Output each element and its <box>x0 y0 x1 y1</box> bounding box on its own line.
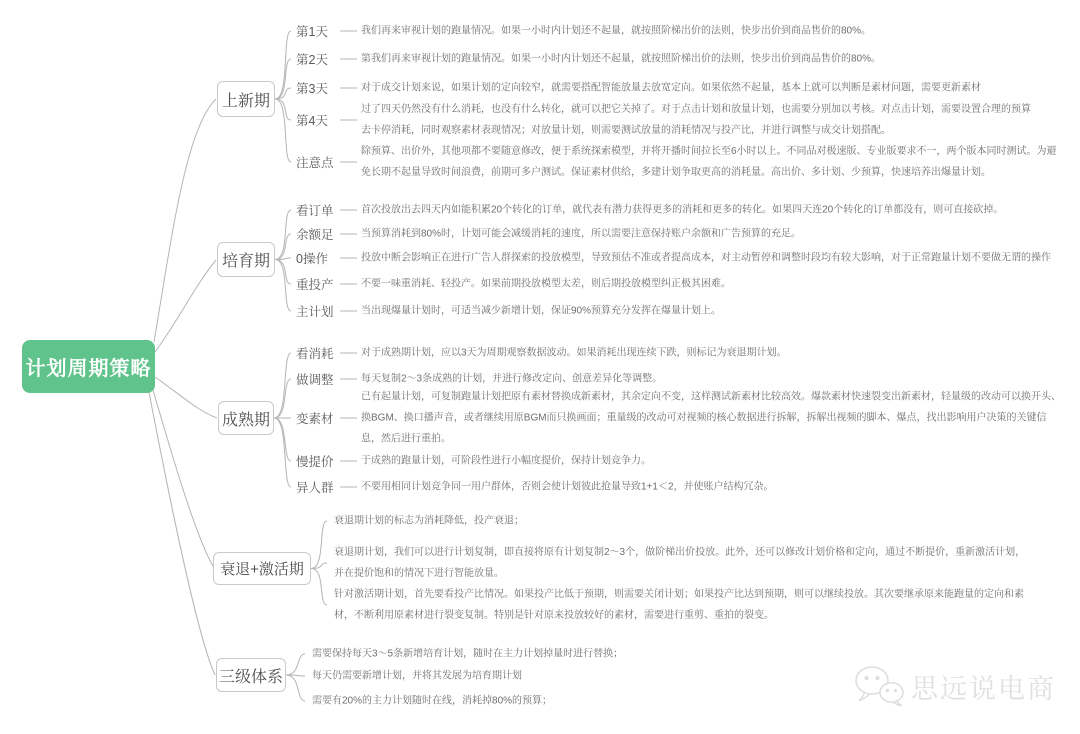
root-branch-connector <box>149 392 215 675</box>
child-label-2-4: 异人群 <box>296 481 334 495</box>
branch-node-3[interactable]: 衰退+激活期 <box>213 552 311 585</box>
branch-node-1[interactable]: 培育期 <box>217 242 275 277</box>
child-text-3-1: 衰退期计划，我们可以进行计划复制，即直接将原有计划复制2～3个，做阶梯出价投放。此外，还可以修改计划价格和定向，通过不断提价，重新激活计划，并在提价饱和的情况下进行智能放量。 <box>334 547 1026 579</box>
wechat-icon <box>853 664 905 708</box>
child-text-4-1: 每天仍需要新增计划，并将其发展为培育期计划 <box>312 670 522 682</box>
root-branch-connector <box>155 260 216 352</box>
child-text-0-0: 我们再来审视计划的跑量情况。如果一小时内计划还不起量，就按照阶梯出价的法则，快步出价到商品售价的80%。 <box>361 25 872 37</box>
child-text-2-2: 已有起量计划，可复制跑量计划把原有素材替换成新素材，其余定向不变，这样测试新素材比较高效。爆款素材快速裂变出新素材，轻量级的改动可以换开头、换BGM、换口播声音，或者继续用原BGM而只换画面；重量级的改动可对视频的核心数据进行拆解，拆解出视频的脚本、爆点，找出影响用户决策的关键信息，然后进行重拍。 <box>361 391 1061 445</box>
branch-child-connector <box>275 234 291 260</box>
child-label-2-3: 慢提价 <box>296 455 334 469</box>
child-label-2-2: 变素材 <box>296 412 334 426</box>
branch-child-connector <box>275 260 291 312</box>
child-label-1-0: 看订单 <box>296 204 334 218</box>
child-label-0-0: 第1天 <box>296 25 328 39</box>
child-label-0-2: 第3天 <box>296 82 328 96</box>
child-text-0-2: 对于成交计划来说，如果计划的定向较窄，就需要搭配智能放量去放宽定向。如果依然不起量，基本上就可以判断是素材问题，需要更新素材 <box>361 82 981 94</box>
child-label-1-2: 0操作 <box>296 252 328 266</box>
branch-child-connector <box>275 59 291 99</box>
child-text-2-4: 不要用相同计划竞争同一用户群体，否则会使计划彼此抢量导致1+1＜2，并使账户结构冗杂。 <box>361 481 774 493</box>
branch-child-connector <box>275 99 291 162</box>
root-node[interactable]: 计划周期策略 <box>22 340 155 393</box>
child-text-4-2: 需要有20%的主力计划随时在线，消耗掉80%的预算； <box>312 695 553 707</box>
branch-child-connector <box>311 569 327 606</box>
child-text-1-1: 当预算消耗到80%时，计划可能会减缓消耗的速度，所以需要注意保持账户余额和广告预算的充足。 <box>361 228 802 240</box>
child-text-2-0: 对于成熟期计划，应以3天为周期观察数据波动。如果消耗出现连续下跌，则标记为衰退期计划。 <box>361 347 787 359</box>
child-text-1-2: 投放中断会影响正在进行广告人群探索的投放模型，导致预估不准或者提高成本，对主动暂停和调整时段均有较大影响，对于正常跑量计划不要做无谓的操作 <box>361 252 1051 264</box>
child-text-0-4: 除预算、出价外，其他项都不要随意修改，便于系统探索模型，并将开播时间拉长至6小时以上。不同品对极速版、专业版要求不一，两个版本同时测试。为避免长期不起量导致时间浪费，前期可多户测试。保证素材供给，多建计划争取更高的消耗量。高出价、多计划、少预算，快速培养出爆量计划。 <box>361 146 1057 178</box>
branch-child-connector <box>286 654 305 675</box>
branch-node-2[interactable]: 成熟期 <box>218 401 274 435</box>
child-text-0-3: 过了四天仍然没有什么消耗，也没有什么转化，就可以把它关掉了。对于点击计划和放量计划，也需要分别加以考核。对点击计划，需要设置合理的预算去卡停消耗，同时观察素材表现情况；对放量计划，则需要测试放量的消耗情况与投产比，并进行调整与成交计划搭配。 <box>361 104 1031 136</box>
child-label-0-4: 注意点 <box>296 156 334 170</box>
root-branch-connector <box>155 377 217 418</box>
branch-child-connector <box>311 521 327 569</box>
child-text-1-4: 当出现爆量计划时，可适当减少新增计划，保证90%预算充分发挥在爆量计划上。 <box>361 305 722 317</box>
branch-node-0[interactable]: 上新期 <box>217 81 275 117</box>
child-label-0-3: 第4天 <box>296 114 328 128</box>
child-label-1-4: 主计划 <box>296 305 334 319</box>
branch-child-connector <box>275 88 291 99</box>
child-text-3-2: 针对激活期计划，首先要看投产比情况。如果投产比低于预期，则需要关闭计划；如果投产比达到预期，则可以继续投放。其次要继承原来能跑量的定向和素材，不断利用原素材进行裂变复制。特别是针对原来投放较好的素材，需要进行重剪、重拍的裂变。 <box>334 589 1024 621</box>
child-text-4-0: 需要保持每天3～5条新增培育计划，随时在主力计划掉量时进行替换； <box>312 648 624 660</box>
child-text-0-1: 第我们再来审视计划的跑量情况。如果一小时内计划还不起量，就按照阶梯出价的法则，快步出价到商品售价的80%。 <box>361 53 882 65</box>
child-text-1-0: 首次投放出去四天内如能积累20个转化的订单，就代表有潜力获得更多的消耗和更多的转化。如果四天连20个转化的订单都没有，则可直接砍掉。 <box>361 204 1004 216</box>
branch-node-4[interactable]: 三级体系 <box>216 658 286 692</box>
branch-child-connector <box>286 675 305 701</box>
branch-child-connector <box>274 418 291 461</box>
child-label-1-3: 重投产 <box>296 278 334 292</box>
child-text-3-0: 衰退期计划的标志为消耗降低，投产衰退； <box>334 515 524 527</box>
child-text-1-3: 不要一味重消耗、轻投产。如果前期投放模型太差，则后期投放模型纠正极其困难。 <box>361 278 731 290</box>
child-label-2-1: 做调整 <box>296 373 334 387</box>
branch-child-connector <box>274 379 291 418</box>
child-text-2-3: 于成熟的跑量计划，可阶段性进行小幅度提价，保持计划竞争力。 <box>361 455 651 467</box>
child-label-0-1: 第2天 <box>296 53 328 67</box>
root-branch-connector <box>153 390 214 568</box>
branch-child-connector <box>275 260 291 285</box>
watermark-text: 思远说电商 <box>911 673 1056 704</box>
child-label-1-1: 余额足 <box>296 228 334 242</box>
child-text-2-1: 每天复制2～3条成熟的计划，并进行修改定向、创意差异化等调整。 <box>361 373 663 385</box>
watermark <box>853 663 1056 709</box>
child-label-2-0: 看消耗 <box>296 347 334 361</box>
